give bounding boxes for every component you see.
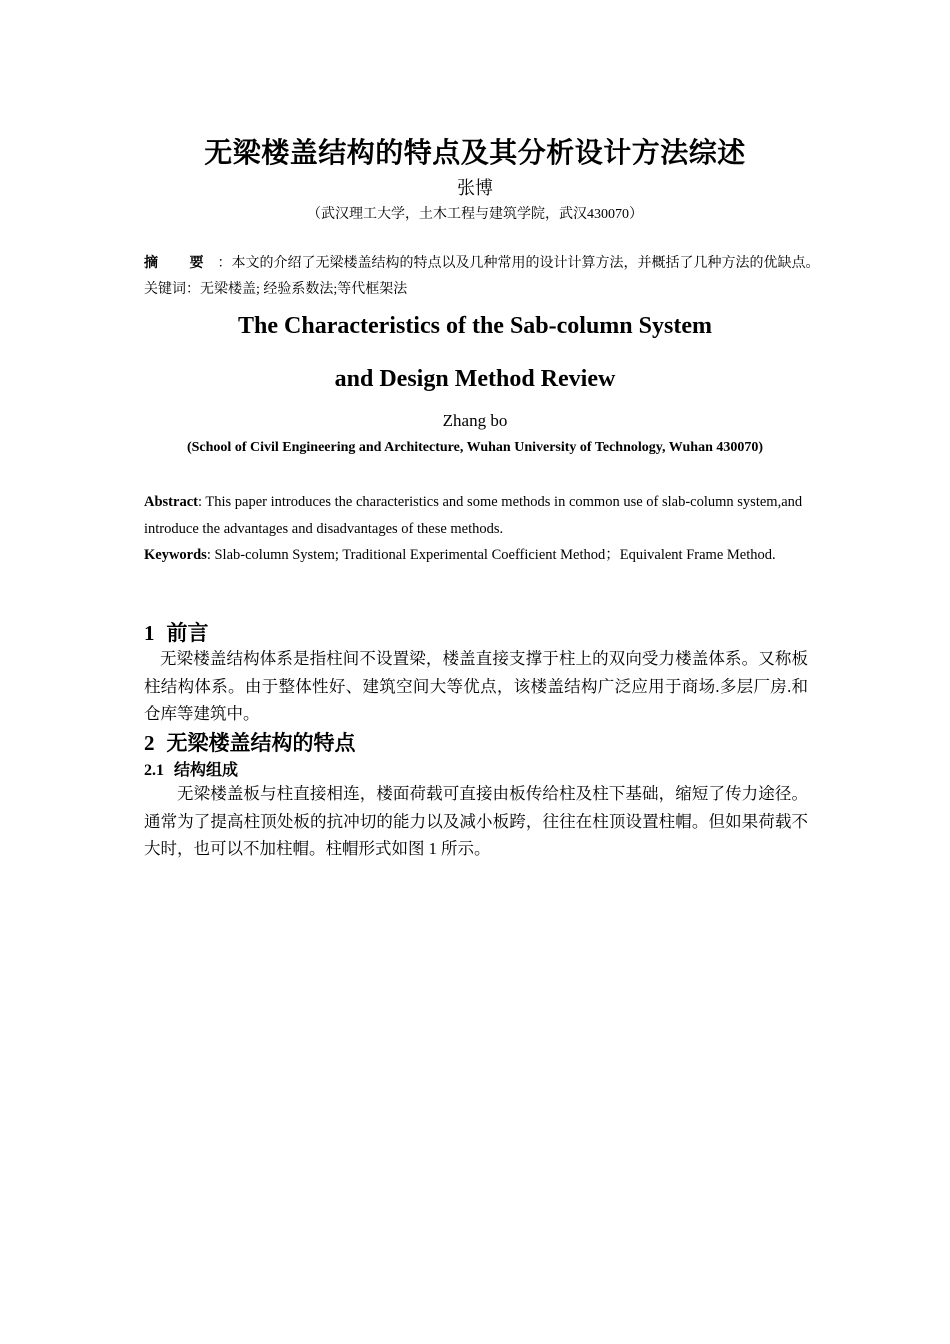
section-1-number: 1 <box>144 621 155 645</box>
subsection-2-1-title: 结构组成 <box>174 762 239 779</box>
section-2-number: 2 <box>144 731 155 755</box>
chinese-author: 张博 <box>457 178 493 198</box>
english-keywords <box>144 543 824 567</box>
section-2-title: 无梁楼盖结构的特点 <box>166 731 356 755</box>
section-1-title: 前言 <box>166 621 209 645</box>
subsection-2-1-heading <box>144 757 238 780</box>
english-affiliation: (School of Civil Engineering and Architecture, Wuhan University of Technology, Wuhan 430070) <box>186 440 764 455</box>
subsection-2-1-number: 2.1 <box>144 762 164 779</box>
chinese-affiliation: （武汉理工大学，土木工程与建筑学院，武汉430070） <box>307 207 643 222</box>
subsection-2-1-paragraph: 无梁楼盖板与柱直接相连，楼面荷载可直接由板传给柱及柱下基础，缩短了传力途径。通常为了提高柱顶处板的抗冲切的能力以及减小板跨，往往在柱顶设置柱帽。但如果荷载不大时，也可以不加柱帽。柱帽形式如图 1 所示。 <box>144 784 808 858</box>
english-abstract-label: Abstract <box>144 494 198 510</box>
chinese-keywords: 关键词：无梁楼盖; 经验系数法;等代框架法 <box>144 282 408 297</box>
section-1-heading <box>144 617 209 647</box>
english-abstract-text: : This paper introduces the characteristics and some methods in common use of slab-column system,and introduce the advantages and disadvantages of these methods. <box>144 494 803 537</box>
english-abstract <box>144 489 814 543</box>
english-title-line-1: The Characteristics of the Sab-column System <box>238 313 712 339</box>
section-2-heading <box>144 727 356 757</box>
section-1-paragraph: 无梁楼盖结构体系是指柱间不设置梁，楼盖直接支撑于柱上的双向受力楼盖体系。又称板柱结构体系。由于整体性好、建筑空间大等优点，该楼盖结构广泛应用于商场.多层厂房.和仓库等建筑中。 <box>144 649 808 723</box>
english-keywords-text: : Slab-column System; Traditional Experimental Coefficient Method；Equivalent Frame Method. <box>206 547 776 563</box>
chinese-title: 无梁楼盖结构的特点及其分析设计方法综述 <box>204 138 746 169</box>
english-author: Zhang bo <box>442 411 508 430</box>
chinese-abstract-text: ：本文的介绍了无梁楼盖结构的特点以及几种常用的设计计算方法，并概括了几种方法的优缺点。 <box>217 256 820 271</box>
english-keywords-label: Keywords <box>144 547 207 563</box>
chinese-abstract-label: 摘 要 <box>144 256 218 271</box>
chinese-abstract <box>144 252 824 272</box>
english-title-line-2: and Design Method Review <box>334 366 616 392</box>
